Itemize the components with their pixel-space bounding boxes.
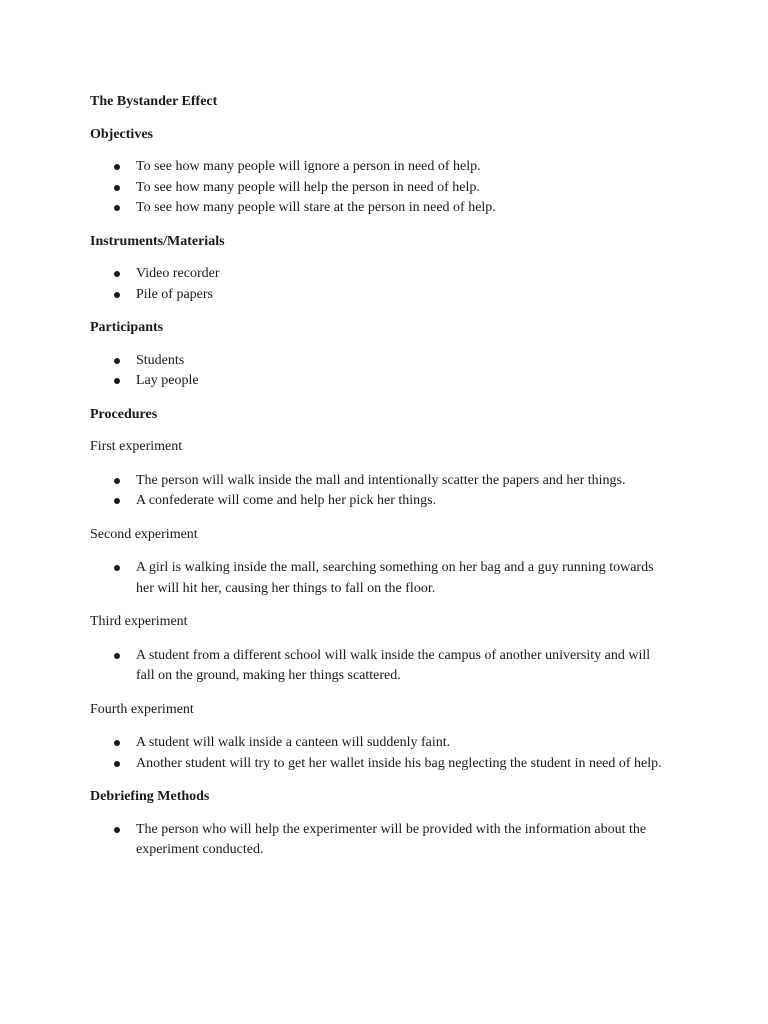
bullet-icon xyxy=(114,653,120,659)
experiment-label: Fourth experiment xyxy=(90,701,194,717)
bullet-icon xyxy=(114,205,120,211)
experiment-label: Third experiment xyxy=(90,614,188,629)
bullet-icon xyxy=(114,740,120,746)
list-item-text: To see how many people will help the person in need of help. xyxy=(136,179,480,195)
list-item-text: Lay people xyxy=(136,373,199,388)
list-item-text: A girl is walking inside the mall, searching something on her bag and a guy running towards her will hit her, causing her things to fall on the floor. xyxy=(136,560,654,596)
list-item xyxy=(90,371,668,392)
bullet-icon xyxy=(114,271,120,277)
debriefing-heading: Debriefing Methods xyxy=(90,789,210,804)
bullet-icon xyxy=(114,498,120,504)
list-item xyxy=(90,754,668,775)
bullet-icon xyxy=(114,478,120,484)
bullet-icon xyxy=(114,185,120,191)
bullet-icon xyxy=(114,565,120,571)
list-item xyxy=(90,198,668,219)
experiment-label: First experiment xyxy=(90,439,183,454)
materials-list xyxy=(90,264,668,305)
debriefing-list xyxy=(90,820,668,861)
bullet-icon xyxy=(114,761,120,767)
participants-heading: Participants xyxy=(90,320,164,335)
list-item-text: A student from a different school will walk inside the campus of another university and will fall on the ground, making her things scattered. xyxy=(136,647,651,683)
list-item xyxy=(90,491,668,512)
participants-list xyxy=(90,351,668,392)
list-item xyxy=(90,820,668,861)
procedures-heading: Procedures xyxy=(90,406,158,422)
list-item xyxy=(90,157,668,178)
experiment-list xyxy=(90,646,668,687)
list-item-text: Video recorder xyxy=(136,266,220,281)
experiment-list xyxy=(90,733,668,774)
list-item xyxy=(90,264,668,285)
bullet-icon xyxy=(114,378,120,384)
materials-heading: Instruments/Materials xyxy=(90,233,225,249)
list-item-text: Students xyxy=(136,352,185,368)
experiment-list xyxy=(90,471,668,512)
bullet-icon xyxy=(114,292,120,298)
list-item-text: The person will walk inside the mall and intentionally scatter the papers and her things. xyxy=(136,472,626,488)
list-item-text: Pile of papers xyxy=(136,286,213,302)
list-item-text: To see how many people will ignore a person in need of help. xyxy=(136,159,481,174)
experiment-label: Second experiment xyxy=(90,526,198,542)
list-item-text: A student will walk inside a canteen will suddenly faint. xyxy=(136,735,451,750)
list-item-text: A confederate will come and help her pick her things. xyxy=(136,493,437,508)
list-item xyxy=(90,646,668,687)
list-item-text: Another student will try to get her wallet inside his bag neglecting the student in need of help. xyxy=(136,755,662,771)
list-item xyxy=(90,351,668,372)
bullet-icon xyxy=(114,164,120,170)
list-item xyxy=(90,471,668,492)
list-item xyxy=(90,558,668,599)
bullet-icon xyxy=(114,827,120,833)
objectives-list xyxy=(90,157,668,219)
list-item xyxy=(90,285,668,306)
experiment-list xyxy=(90,558,668,599)
list-item-text: The person who will help the experimenter will be provided with the information about the experiment conducted. xyxy=(136,821,647,857)
bullet-icon xyxy=(114,358,120,364)
document-title: The Bystander Effect xyxy=(90,94,218,109)
list-item xyxy=(90,733,668,754)
list-item xyxy=(90,178,668,199)
list-item-text: To see how many people will stare at the person in need of help. xyxy=(136,200,496,215)
objectives-heading: Objectives xyxy=(90,126,153,142)
